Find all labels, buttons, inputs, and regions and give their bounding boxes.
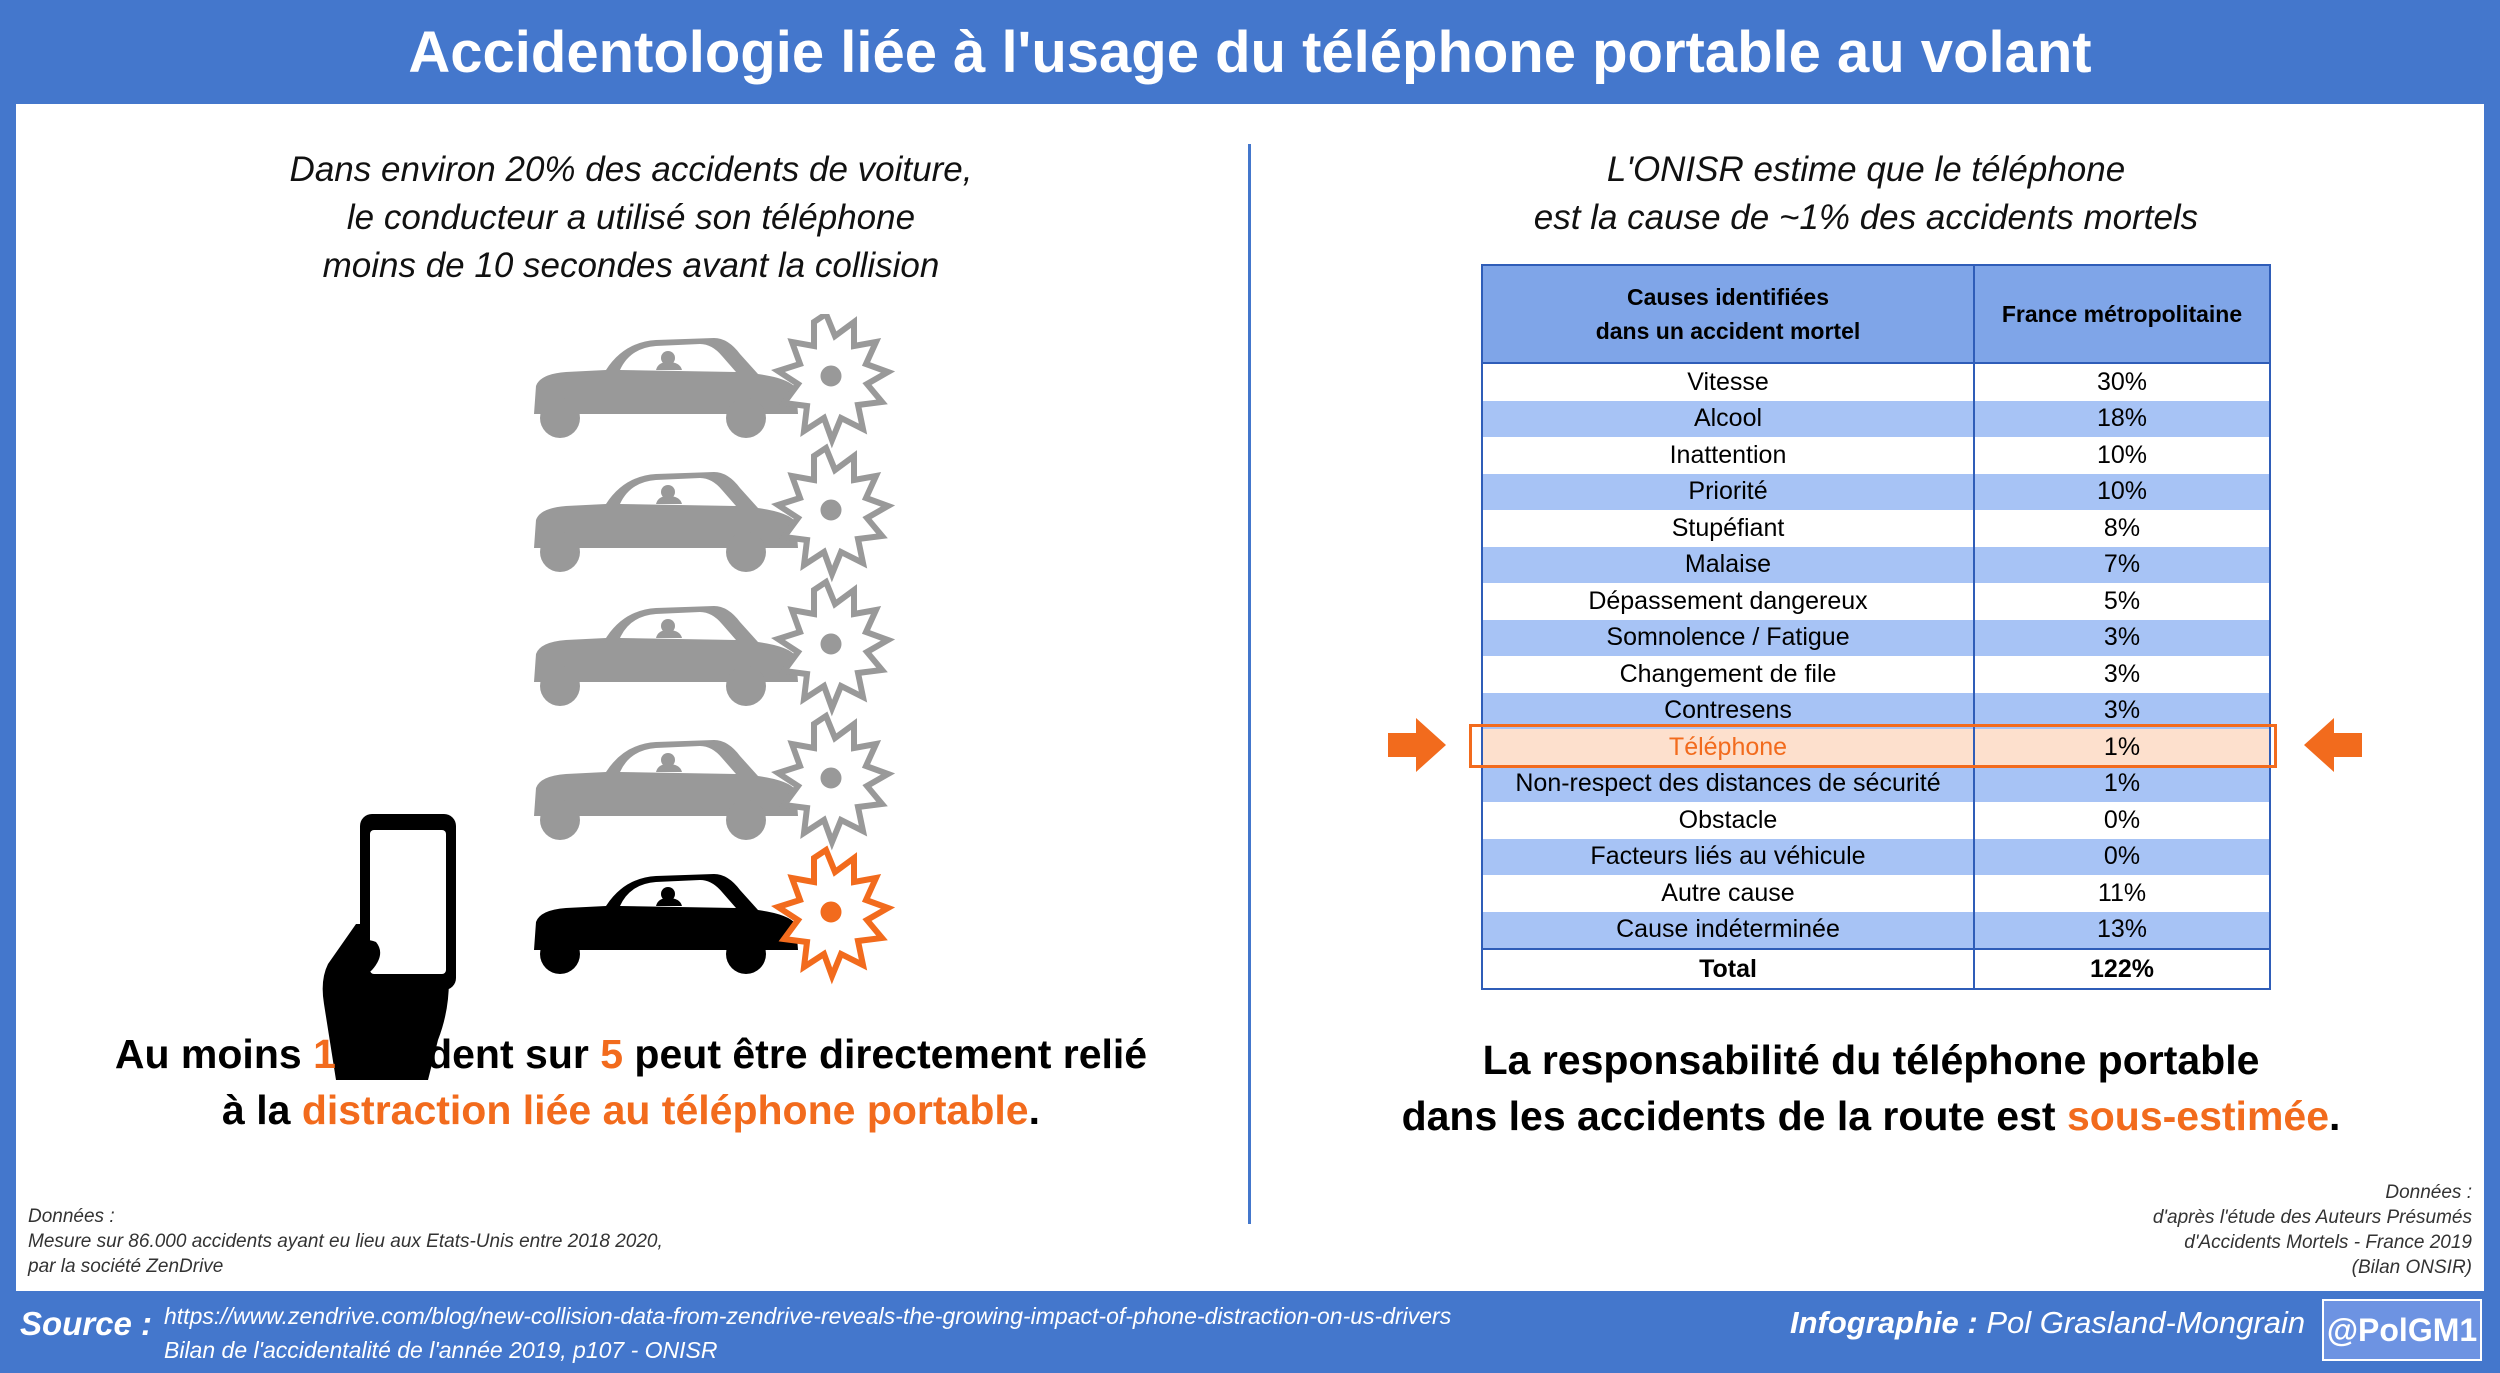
table-row [1482, 875, 2270, 912]
cause-cell: Non-respect des distances de sécurité [1482, 766, 1974, 803]
table-row [1482, 401, 2270, 438]
credit-name: Pol Grasland-Mongrain [1977, 1305, 2306, 1340]
cause-cell: Alcool [1482, 401, 1974, 438]
crash-burst-icon [778, 448, 888, 574]
cause-cell: Priorité [1482, 474, 1974, 511]
note-line: (Bilan ONSIR) [2351, 1257, 2472, 1278]
note-line: d'Accidents Mortels - France 2019 [2184, 1232, 2472, 1253]
cause-cell: Dépassement dangereux [1482, 583, 1974, 620]
value-cell: 5% [1974, 583, 2270, 620]
telephone-highlight-box [1469, 724, 2277, 768]
value-cell: 0% [1974, 802, 2270, 839]
value-cell: 10% [1974, 437, 2270, 474]
conclusion-highlight: distraction liée au téléphone portable [301, 1087, 1029, 1133]
source-label: Source : [20, 1305, 153, 1342]
cause-cell: Obstacle [1482, 802, 1974, 839]
value-cell: 8% [1974, 510, 2270, 547]
crash-burst-icon [778, 582, 888, 708]
right-lead-line: L'ONISR estime que le téléphone [1606, 150, 2126, 189]
content-panel [16, 104, 2484, 1291]
conclusion-text: dans les accidents de la route est [1401, 1093, 2067, 1139]
cause-cell: Autre cause [1482, 875, 1974, 912]
left-lead-line: Dans environ 20% des accidents de voiture, [289, 150, 973, 189]
note-line: Mesure sur 86.000 accidents ayant eu lieu aux Etats-Unis entre 2018 2020, [28, 1231, 663, 1252]
cause-cell: Changement de file [1482, 656, 1974, 693]
left-conclusion [56, 1026, 1206, 1138]
left-lead-text [166, 146, 1096, 290]
conclusion-text: peut être directement relié [623, 1031, 1148, 1077]
conclusion-text: La responsabilité du téléphone portable [1482, 1037, 2260, 1083]
left-lead-line: moins de 10 secondes avant la collision [322, 246, 940, 285]
conclusion-text: . [1028, 1087, 1040, 1133]
arrow-left-icon [2304, 718, 2362, 772]
table-row [1482, 656, 2270, 693]
cause-cell: Inattention [1482, 437, 1974, 474]
value-cell: 18% [1974, 401, 2270, 438]
cause-cell: Somnolence / Fatigue [1482, 620, 1974, 657]
table-row [1482, 474, 2270, 511]
value-cell: 1% [1974, 729, 2270, 766]
cause-cell: Téléphone [1482, 729, 1974, 766]
column-divider [1248, 144, 1251, 1224]
table-row [1482, 510, 2270, 547]
car-row [534, 314, 888, 440]
source-lines [164, 1299, 1451, 1367]
cause-cell: Cause indéterminée [1482, 912, 1974, 950]
causes-table [1481, 264, 2271, 990]
note-line: d'après l'étude des Auteurs Présumés [2152, 1207, 2472, 1228]
total-label: Total [1482, 949, 1974, 989]
left-lead-line: le conducteur a utilisé son téléphone [346, 198, 916, 237]
car-row [534, 716, 888, 842]
cause-cell: Malaise [1482, 547, 1974, 584]
table-header-row [1482, 265, 2270, 363]
total-value: 122% [1974, 949, 2270, 989]
source-reference: Bilan de l'accidentalité de l'année 2019, p107 - ONISR [164, 1337, 718, 1363]
car-crash-illustration [496, 314, 896, 1084]
author-handle[interactable]: @PolGM1 [2322, 1299, 2482, 1361]
right-data-notes [2153, 1180, 2472, 1280]
value-cell: 3% [1974, 693, 2270, 730]
table-total-row [1482, 949, 2270, 989]
crash-burst-icon [778, 314, 888, 440]
conclusion-highlight: 5 [600, 1031, 624, 1077]
car-row [534, 448, 888, 574]
note-line: par la société ZenDrive [28, 1256, 224, 1277]
value-cell: 11% [1974, 875, 2270, 912]
crash-burst-icon [778, 716, 888, 842]
conclusion-highlight: sous-estimée [2066, 1093, 2330, 1139]
left-data-notes [28, 1204, 663, 1279]
cause-cell: Facteurs liés au véhicule [1482, 839, 1974, 876]
right-lead-text [1296, 146, 2436, 242]
footer [0, 1291, 2500, 1373]
right-conclusion [1276, 1032, 2466, 1144]
conclusion-text: . [2329, 1093, 2341, 1139]
value-cell: 13% [1974, 912, 2270, 950]
credit-label: Infographie : [1790, 1305, 1978, 1340]
conclusion-text: à la [222, 1087, 302, 1133]
right-lead-line: est la cause de ~1% des accidents mortels [1533, 198, 2199, 237]
column-header-value: France métropolitaine [1974, 265, 2270, 363]
source-link[interactable]: https://www.zendrive.com/blog/new-collision-data-from-zendrive-reveals-the-growing-impact-of-phone-distraction-on-us-drivers [164, 1303, 1452, 1329]
value-cell: 1% [1974, 766, 2270, 803]
column-header-cause: Causes identifiées dans un accident mortel [1482, 265, 1974, 363]
page-title: Accidentologie liée à l'usage du téléphone portable au volant [408, 19, 2092, 85]
car-row-phone [534, 850, 888, 976]
note-line: Données : [28, 1206, 115, 1227]
conclusion-highlight: 1 [313, 1031, 336, 1077]
table-row [1482, 802, 2270, 839]
value-cell: 30% [1974, 363, 2270, 401]
conclusion-text: accident sur [335, 1031, 601, 1077]
cause-cell: Contresens [1482, 693, 1974, 730]
table-row [1482, 437, 2270, 474]
value-cell: 0% [1974, 839, 2270, 876]
car-row [534, 582, 888, 708]
table-row [1482, 766, 2270, 803]
credit [1790, 1305, 2305, 1341]
cause-cell: Vitesse [1482, 363, 1974, 401]
table-row [1482, 839, 2270, 876]
arrow-right-icon [1388, 718, 1446, 772]
value-cell: 3% [1974, 620, 2270, 657]
table-row [1482, 363, 2270, 401]
table-row [1482, 912, 2270, 950]
note-line: Données : [2385, 1182, 2472, 1203]
value-cell: 7% [1974, 547, 2270, 584]
value-cell: 3% [1974, 656, 2270, 693]
conclusion-text: Au moins [114, 1031, 314, 1077]
table-row [1482, 583, 2270, 620]
table-row [1482, 620, 2270, 657]
crash-burst-icon [778, 850, 888, 976]
value-cell: 10% [1974, 474, 2270, 511]
cause-cell: Stupéfiant [1482, 510, 1974, 547]
table-row [1482, 547, 2270, 584]
